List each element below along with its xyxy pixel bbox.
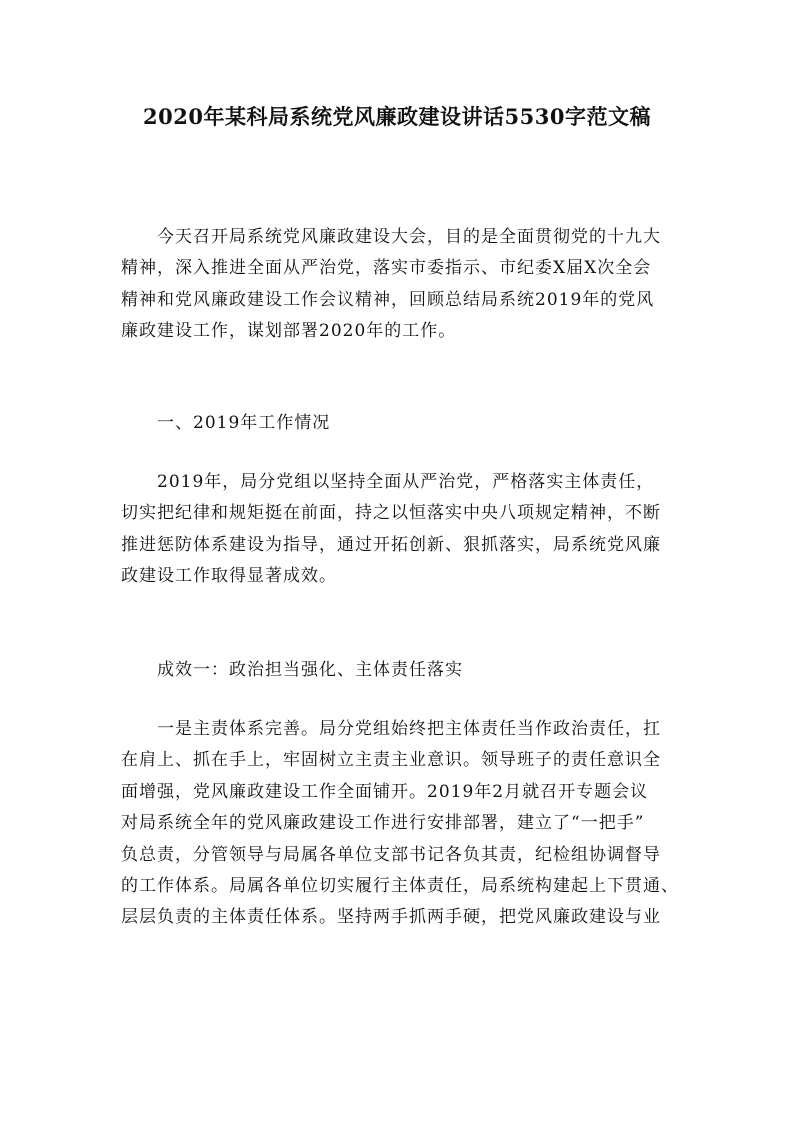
paragraph-line: 政建设工作取得显著成效。 — [121, 566, 337, 587]
paragraph-line: 精神，深入推进全面从严治党，落实市委指示、市纪委X届X次全会 — [121, 258, 652, 279]
section-heading-text: 一、2019年工作情况 — [157, 413, 331, 433]
paragraph-line: 切实把纪律和规矩挺在前面，持之以恒落实中央八项规定精神，不断 — [121, 503, 661, 524]
paragraph-line: 2019年，局分党组以坚持全面从严治党，严格落实主体责任， — [157, 472, 655, 492]
paragraph-line: 层层负责的主体责任体系。坚持两手抓两手硬，把党风廉政建设与业 — [121, 907, 661, 928]
subheading-achievement-one — [121, 655, 675, 686]
paragraph-2019-summary — [121, 467, 675, 593]
paragraph-responsibility-system — [121, 714, 679, 934]
paragraph-line: 今天召开局系统党风廉政建设大会，目的是全面贯彻党的十九大 — [157, 227, 661, 247]
paragraph-line: 廉政建设工作，谋划部署2020年的工作。 — [121, 321, 457, 342]
paragraph-line: 的工作体系。局属各单位切实履行主体责任，局系统构建起上下贯通、 — [121, 876, 679, 897]
paragraph-line: 在肩上、抓在手上，牢固树立主责主业意识。领导班子的责任意识全 — [121, 750, 661, 771]
paragraph-line: 对局系统全年的党风廉政建设工作进行安排部署，建立了“一把手” — [121, 813, 645, 834]
document-title: 2020年某科局系统党风廉政建设讲话5530字范文稿 — [143, 104, 651, 129]
paragraph-line: 一是主责体系完善。局分党组始终把主体责任当作政治责任，扛 — [157, 719, 661, 739]
paragraph-line: 面增强，党风廉政建设工作全面铺开。2019年2月就召开专题会议 — [121, 781, 649, 802]
paragraph-line: 负总责，分管领导与局属各单位支部书记各负其责，纪检组协调督导 — [121, 844, 661, 865]
paragraph-intro — [121, 222, 675, 348]
subheading-text: 成效一：政治担当强化、主体责任落实 — [157, 660, 463, 680]
paragraph-line: 精神和党风廉政建设工作会议精神，回顾总结局系统2019年的党风 — [121, 289, 655, 310]
section-heading-2019-work — [121, 408, 675, 439]
paragraph-line: 推进惩防体系建设为指导，通过开拓创新、狠抓落实，局系统党风廉 — [121, 534, 661, 555]
